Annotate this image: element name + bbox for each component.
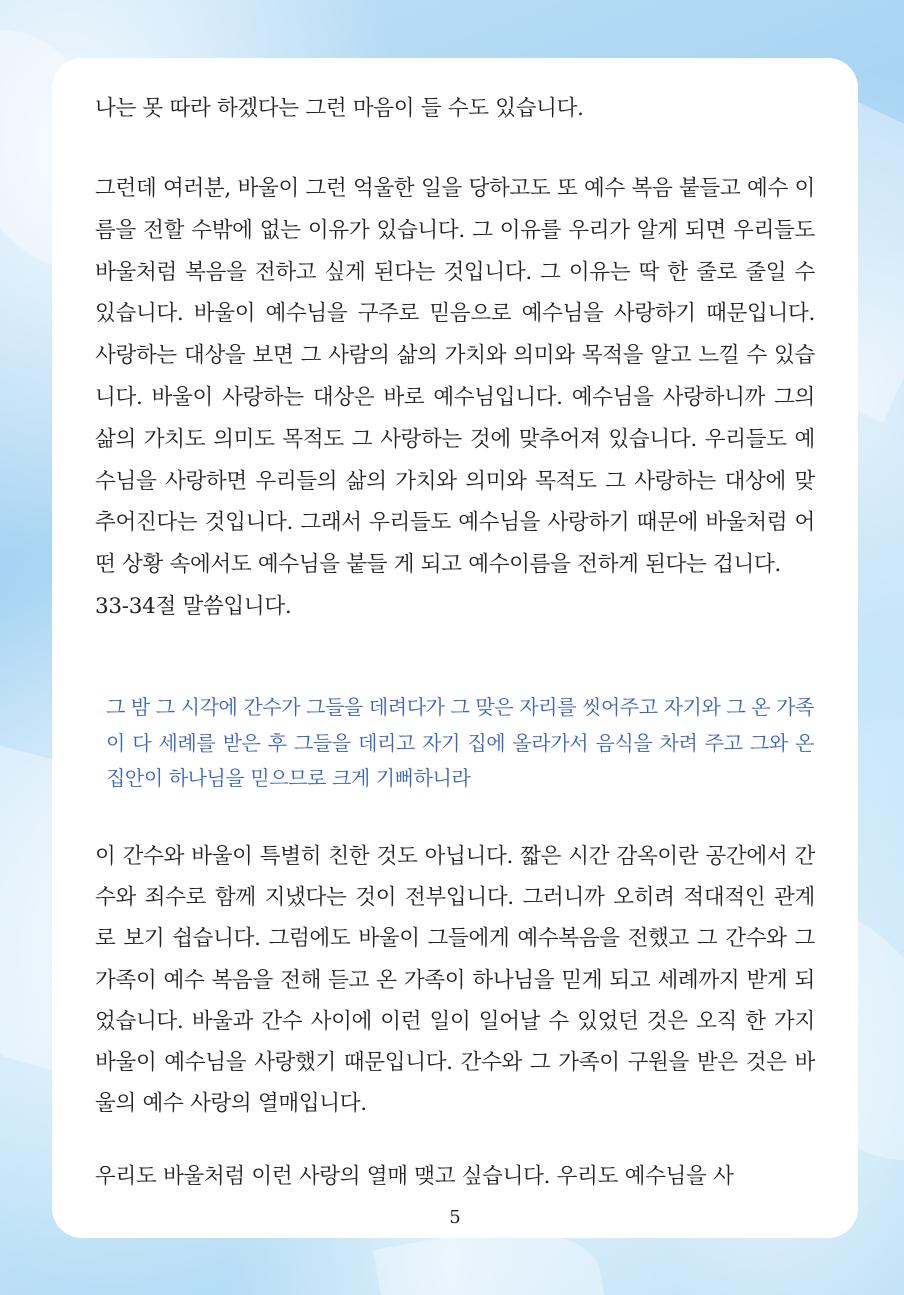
paragraph-1: 나는 못 따라 하겠다는 그런 마음이 들 수도 있습니다. xyxy=(95,96,584,121)
paragraph-4: 우리도 바울처럼 이런 사랑의 열매 맺고 싶습니다. 우리도 예수님을 사 xyxy=(95,1164,734,1189)
paragraph-3: 이 간수와 바울이 특별히 친한 것도 아닙니다. 짧은 시간 감옥이란 공간에서 간수와 죄수로 함께 지냈다는 것이 전부입니다. 그러니까 오히려 적대적인 관계로 보기 쉽습니다. 그럼에도 바울이 그들에게 예수복음을 전했고 그 간수와 그 가족이 예수 복음을 전해 듣고 온 가족이 하나님을 믿게 되고 세례까지 받게 되었습니다. 바울과 간수 사이에 이런 일이 일어날 수 있었던 것은 오직 한 가지 바울이 예수님을 사랑했기 때문입니다. 간수와 그 가족이 구원을 받은 것은 바울의 예수 사랑의 열매입니다. xyxy=(95,844,815,1117)
scripture-quote: 그 밤 그 시각에 간수가 그들을 데려다가 그 맞은 자리를 씻어주고 자기와 그 온 가족이 다 세례를 받은 후 그들을 데리고 자기 집에 올라가서 음식을 차려 주고 그와 온 집안이 하나님을 믿으므로 크게 기뻐하니라 xyxy=(106,695,814,790)
paragraph-2: 그런데 여러분, 바울이 그런 억울한 일을 당하고도 또 예수 복음 붙들고 예수 이름을 전할 수밖에 없는 이유가 있습니다. 그 이유를 우리가 알게 되면 우리들도 바울처럼 복음을 전하고 싶게 된다는 것입니다. 그 이유는 딱 한 줄로 줄일 수 있습니다. 바울이 예수님을 구주로 믿음으로 예수님을 사랑하기 때문입니다. 사랑하는 대상을 보면 그 사람의 삶의 가치와 의미와 목적을 알고 느낄 수 있습니다. 바울이 사랑하는 대상은 바로 예수님입니다. 예수님을 사랑하니까 그의 삶의 가치도 의미도 목적도 그 사랑하는 것에 맞추어져 있습니다. 우리들도 예수님을 사랑하면 우리들의 삶의 가치와 의미와 목적도 그 사랑하는 대상에 맞추어진다는 것입니다. 그래서 우리들도 예수님을 사랑하기 때문에 바울처럼 어떤 상황 속에서도 예수님을 붙들 게 되고 예수이름을 전하게 된다는 겁니다. 33-34절 말씀입니다. xyxy=(95,176,815,619)
page-number: 5 xyxy=(449,1207,461,1228)
